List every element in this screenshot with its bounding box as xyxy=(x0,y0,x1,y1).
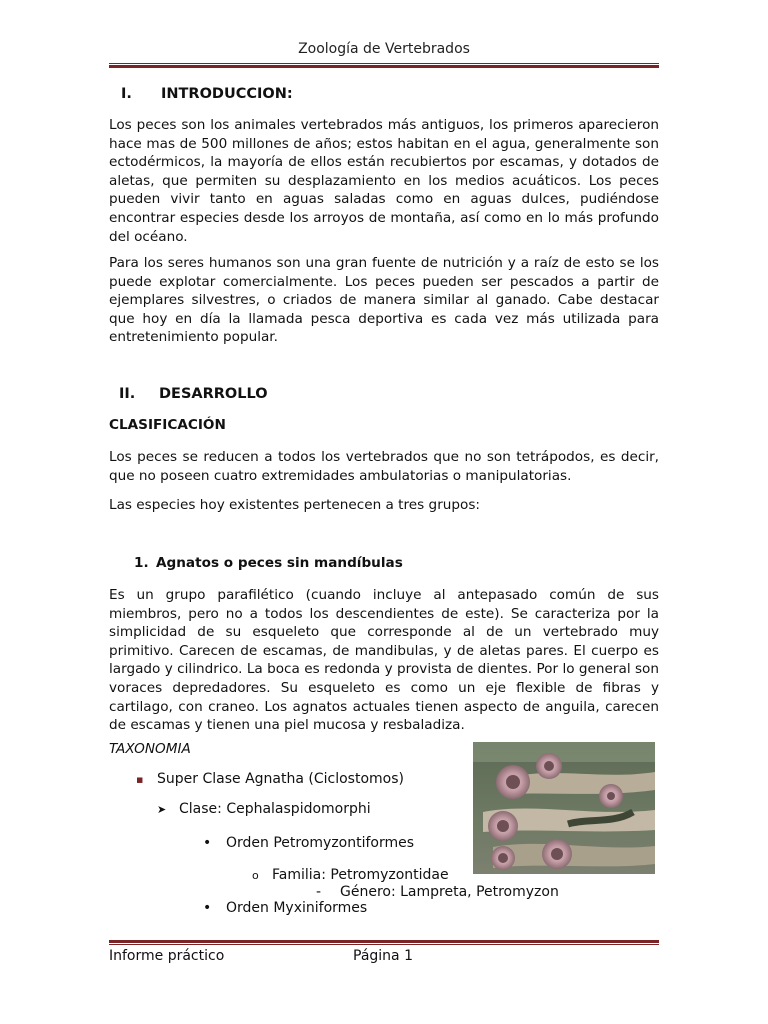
header-rule xyxy=(109,63,659,68)
taxonomy-order1 xyxy=(203,835,414,851)
bullet-icon: • xyxy=(203,835,212,851)
footer-left-text: Informe práctico xyxy=(109,948,225,964)
taxonomy-family xyxy=(252,867,449,883)
taxonomy-class xyxy=(157,801,371,817)
taxonomy-label: TAXONOMIA xyxy=(109,741,191,757)
classification-subheading: CLASIFICACIÓN xyxy=(109,417,226,433)
section2-number: II. xyxy=(119,386,136,402)
intro-paragraph-2: Para los seres humanos son una gran fuente de nutrición y a raíz de esto se los puede explotar comercialmente. Los peces pueden ser pescados a partir de ejemplares silvestres, o criados de manera similar al ganado. Cabe destacar que hoy en día la llamada pesca deportiva es cada vez más utilizada para entretenimiento popular. xyxy=(109,255,659,346)
bullet-icon: • xyxy=(203,900,212,916)
taxonomy-genus xyxy=(316,884,559,900)
classification-paragraph-2: Las especies hoy existentes pertenecen a tres grupos: xyxy=(109,497,481,513)
page-number: Página 1 xyxy=(353,948,413,964)
group1-paragraph: Es un grupo parafilético (cuando incluye al antepasado común de sus miembros, pero no a todos los descendientes de este). Se caracteriza por la simplicidad de su esqueleto que corresponde al de un vertebrado muy primitivo. Carecen de escamas, de mandibulas, y de aletas pares. El cuerpo es largado y cilindrico. La boca es redonda y provista de dientes. Por lo general son voraces depredadores. Su esqueleto es como un eje flexible de fibras y cartilago, con craneo. Los agnatos actuales tienen aspecto de anguila, carecen de escamas y tienen una piel mucosa y resbaladiza. xyxy=(109,587,659,734)
section1-number: I. xyxy=(121,86,132,102)
section1-heading xyxy=(121,86,293,102)
order2-text: Orden Myxiniformes xyxy=(226,900,368,916)
section2-heading xyxy=(119,386,268,402)
page-header-title: Zoología de Vertebrados xyxy=(298,41,470,57)
square-bullet-icon: ▪ xyxy=(136,773,144,786)
group1-number: 1. xyxy=(134,555,149,571)
section2-title: DESARROLLO xyxy=(159,386,268,402)
order1-text: Orden Petromyzontiformes xyxy=(226,835,415,851)
arrow-bullet-icon: ➤ xyxy=(157,803,167,816)
dash-bullet-icon: - xyxy=(316,884,322,900)
group1-heading xyxy=(134,555,403,571)
taxonomy-order2 xyxy=(203,900,367,916)
family-text: Familia: Petromyzontidae xyxy=(272,867,449,883)
superclass-text: Super Clase Agnatha (Ciclostomos) xyxy=(157,771,404,787)
group1-title: Agnatos o peces sin mandíbulas xyxy=(156,555,403,571)
genus-text: Género: Lampreta, Petromyzon xyxy=(340,884,559,900)
lamprey-photo xyxy=(473,742,655,874)
intro-paragraph-1: Los peces son los animales vertebrados más antiguos, los primeros aparecieron hace mas de 500 millones de años; estos habitan en el agua, generalmente son ectodérmicos, la mayoría de ellos están recubiertos por escamas, y dotados de aletas, que permiten su desplazamiento en los medios acuáticos. Los peces pueden vivir tanto en aguas saladas como en aguas dulces, pudiéndose encontrar especies desde los arroyos de montaña, así como en lo más profundo del océano. xyxy=(109,117,659,245)
taxonomy-superclass xyxy=(136,771,404,787)
circle-bullet-icon: o xyxy=(252,869,259,882)
class-text: Clase: Cephalaspidomorphi xyxy=(179,801,371,817)
classification-paragraph-1: Los peces se reducen a todos los vertebrados que no son tetrápodos, es decir, que no poseen cuatro extremidades ambulatorias o manipulatorias. xyxy=(109,449,659,484)
footer-rule xyxy=(109,939,659,945)
section1-title: INTRODUCCION: xyxy=(161,86,293,102)
